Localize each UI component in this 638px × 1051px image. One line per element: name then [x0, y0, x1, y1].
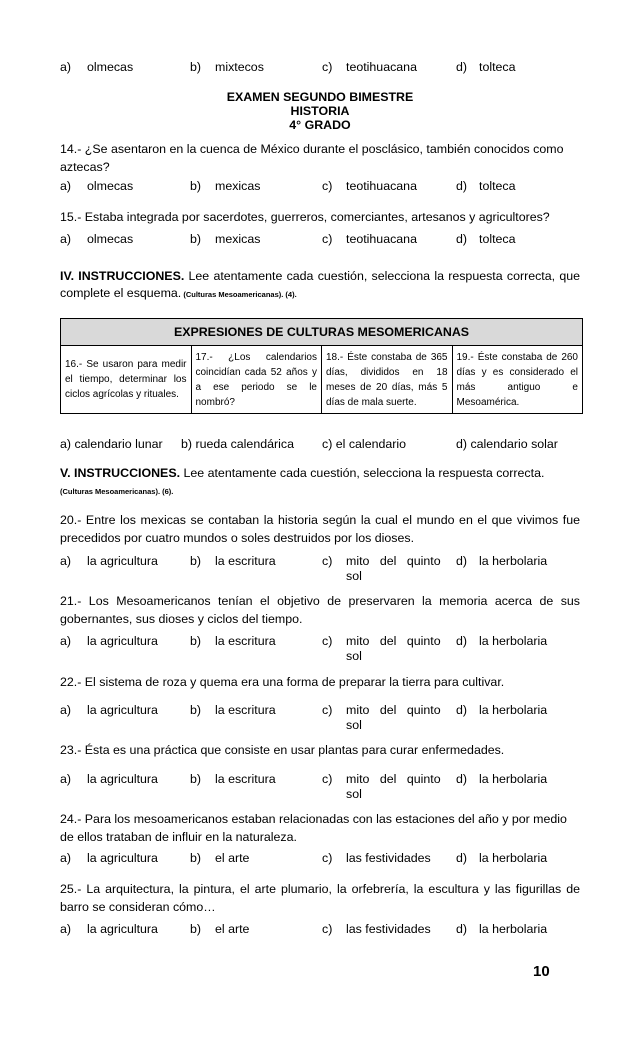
- question-25: 25.- La arquitectura, la pintura, el arte plumario, la orfebrería, la escultura y las figurillas de barro se consideran cómo…: [60, 882, 580, 914]
- question-22: 22.- El sistema de roza y quema era una forma de preparar la tierra para cultivar.: [60, 675, 505, 689]
- option-label: d): [456, 703, 468, 717]
- option-label: b): [190, 554, 202, 568]
- option-d[interactable]: la herbolaria: [479, 922, 548, 936]
- option-label: d): [456, 922, 468, 936]
- option-label: d): [456, 851, 468, 865]
- option-d[interactable]: tolteca: [479, 232, 516, 246]
- option-label: b): [190, 232, 202, 246]
- option-label: a): [60, 554, 72, 568]
- option-label: d): [456, 60, 468, 74]
- section-4-instructions: [60, 268, 580, 303]
- option-d[interactable]: tolteca: [479, 60, 516, 74]
- option-label: c): [322, 851, 333, 865]
- option-b[interactable]: la escritura: [215, 634, 276, 648]
- option-a[interactable]: la agricultura: [87, 851, 158, 865]
- option-label: c): [322, 703, 333, 717]
- section-4-text: Lee atentamente cada cuestión, selecciona la respuesta correcta, que complete el esquema.: [60, 269, 580, 300]
- option-c[interactable]: mito del quinto: [346, 703, 441, 717]
- option-c[interactable]: mito del quinto: [346, 772, 441, 786]
- q23-options: [60, 772, 580, 806]
- option-c-continued: sol: [346, 569, 362, 583]
- option-label: b): [190, 922, 202, 936]
- option-a[interactable]: la agricultura: [87, 922, 158, 936]
- q22-options: [60, 703, 580, 737]
- option-label: b): [190, 634, 202, 648]
- section-4-note: (Culturas Mesoamericanas). (4).: [181, 290, 297, 299]
- option-d[interactable]: la herbolaria: [479, 554, 548, 568]
- section-5-text: Lee atentamente cada cuestión, selecciona la respuesta correcta.: [180, 466, 545, 480]
- option-label: c): [322, 922, 333, 936]
- option-label: b): [190, 703, 202, 717]
- option-b[interactable]: mexicas: [215, 179, 261, 193]
- option-label: d): [456, 634, 468, 648]
- option-label: a): [60, 772, 72, 786]
- option-label: a): [60, 703, 72, 717]
- subject-title: HISTORIA: [290, 104, 350, 118]
- option-label: a): [60, 851, 72, 865]
- section-5-instructions: [60, 465, 580, 500]
- q25-options: [60, 922, 580, 940]
- option-label: c): [322, 179, 333, 193]
- question-14: 14.- ¿Se asentaron en la cuenca de México durante el posclásico, también conocidos como aztecas?: [60, 142, 564, 174]
- grade-title: 4° GRADO: [289, 118, 351, 132]
- option-b[interactable]: la escritura: [215, 772, 276, 786]
- page-number: 10: [533, 963, 550, 980]
- table-cell-18: 18.- Éste constaba de 365 días, divididos en 18 meses de 20 días, más 5 días de mala suerte.: [322, 346, 453, 414]
- option-d[interactable]: la herbolaria: [479, 703, 548, 717]
- option-b[interactable]: el arte: [215, 922, 250, 936]
- option-c[interactable]: teotihuacana: [346, 60, 417, 74]
- option-label: c): [322, 772, 333, 786]
- option-c[interactable]: mito del quinto: [346, 634, 441, 648]
- option-b[interactable]: mexicas: [215, 232, 261, 246]
- option-label: a): [60, 634, 72, 648]
- option-d[interactable]: la herbolaria: [479, 851, 548, 865]
- option-label: c): [322, 554, 333, 568]
- option-c-continued: sol: [346, 718, 362, 732]
- option-c[interactable]: las festividades: [346, 851, 431, 865]
- option-c-continued: sol: [346, 787, 362, 801]
- option-b[interactable]: la escritura: [215, 554, 276, 568]
- option-label: b): [190, 772, 202, 786]
- question-15: 15.- Estaba integrada por sacerdotes, guerreros, comerciantes, artesanos y agricultores?: [60, 210, 550, 224]
- option-a[interactable]: la agricultura: [87, 554, 158, 568]
- table-title: EXPRESIONES DE CULTURAS MESOMERICANAS: [61, 319, 583, 346]
- q24-options: [60, 851, 580, 869]
- section-5-title: V. INSTRUCCIONES.: [60, 466, 181, 480]
- question-24: 24.- Para los mesoamericanos estaban relacionadas con las estaciones del año y por medio de ellos trataban de influir en la naturaleza.: [60, 812, 567, 844]
- option-a[interactable]: la agricultura: [87, 703, 158, 717]
- exam-title: EXAMEN SEGUNDO BIMESTRE: [226, 90, 414, 104]
- question-21: 21.- Los Mesoamericanos tenían el objetivo de preservaren la memoria acerca de sus gobernantes, sus dioses y ciclos del tiempo.: [60, 594, 580, 626]
- option-label: c): [322, 60, 333, 74]
- option-a[interactable]: olmecas: [87, 232, 134, 246]
- expressions-table: [60, 318, 583, 414]
- option-label: a): [60, 60, 72, 74]
- option-b[interactable]: mixtecos: [215, 60, 264, 74]
- q20-options: [60, 554, 580, 588]
- option-a[interactable]: olmecas: [87, 179, 134, 193]
- option-d[interactable]: la herbolaria: [479, 634, 548, 648]
- table-cell-19: 19.- Éste constaba de 260 días y es considerado el más antiguo e Mesoamérica.: [452, 346, 583, 414]
- option-label: d): [456, 554, 468, 568]
- option-b[interactable]: b) rueda calendárica: [181, 437, 294, 451]
- option-d[interactable]: la herbolaria: [479, 772, 548, 786]
- q13-options: [60, 60, 580, 78]
- option-c[interactable]: teotihuacana: [346, 232, 417, 246]
- option-label: d): [456, 232, 468, 246]
- question-23: 23.- Ésta es una práctica que consiste en usar plantas para curar enfermedades.: [60, 743, 505, 757]
- option-d[interactable]: tolteca: [479, 179, 516, 193]
- option-label: a): [60, 232, 72, 246]
- option-c[interactable]: c) el calendario: [322, 437, 407, 451]
- option-a[interactable]: la agricultura: [87, 634, 158, 648]
- option-label: b): [190, 851, 202, 865]
- option-b[interactable]: la escritura: [215, 703, 276, 717]
- option-label: d): [456, 772, 468, 786]
- option-c[interactable]: teotihuacana: [346, 179, 417, 193]
- q14-options: [60, 179, 580, 197]
- option-a[interactable]: la agricultura: [87, 772, 158, 786]
- section-4-title: IV. INSTRUCCIONES.: [60, 269, 185, 283]
- option-b[interactable]: el arte: [215, 851, 250, 865]
- table-options: [60, 437, 580, 455]
- table-cell-16: 16.- Se usaron para medir el tiempo, determinar los ciclos agrícolas y rituales.: [61, 346, 192, 414]
- option-c[interactable]: mito del quinto: [346, 554, 441, 568]
- option-label: a): [60, 179, 72, 193]
- option-label: a): [60, 922, 72, 936]
- option-a[interactable]: a) calendario lunar: [60, 437, 163, 451]
- option-c[interactable]: las festividades: [346, 922, 431, 936]
- question-20: 20.- Entre los mexicas se contaban la historia según la cual el mundo en el que vivimos fue precedidos por cuatro mundos o soles destruidos por los dioses.: [60, 513, 580, 545]
- option-label: b): [190, 179, 202, 193]
- section-5-note: (Culturas Mesoamericanas). (6).: [60, 487, 174, 496]
- option-label: c): [322, 634, 333, 648]
- option-label: d): [456, 179, 468, 193]
- table-cell-17: 17.- ¿Los calendarios coincidían cada 52 años y a ese periodo se le nombró?: [191, 346, 322, 414]
- option-a[interactable]: olmecas: [87, 60, 134, 74]
- q21-options: [60, 634, 580, 668]
- option-c-continued: sol: [346, 649, 362, 663]
- q15-options: [60, 232, 580, 250]
- option-label: b): [190, 60, 202, 74]
- option-label: c): [322, 232, 333, 246]
- option-d[interactable]: d) calendario solar: [456, 437, 558, 451]
